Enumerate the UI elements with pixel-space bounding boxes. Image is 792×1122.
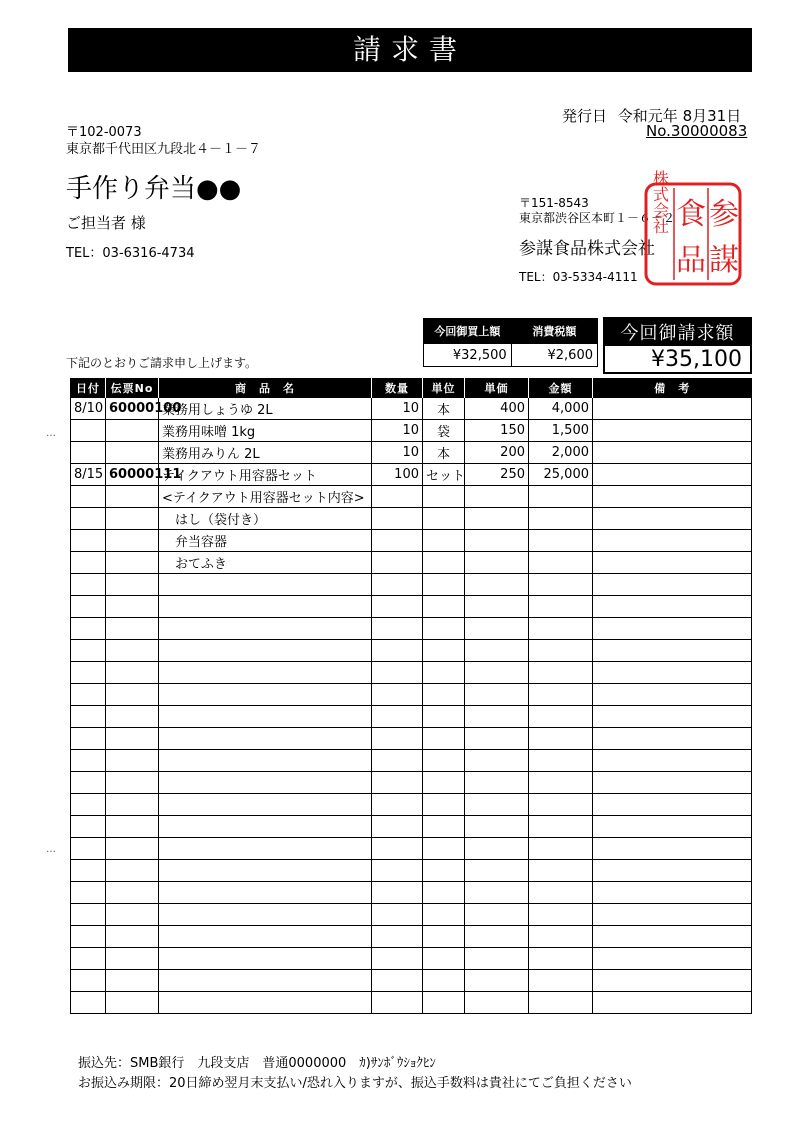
table-row-empty (71, 574, 752, 596)
cell-slip-no (106, 904, 159, 926)
cell-date (71, 948, 106, 970)
header-item-name: 商 品 名 (159, 378, 372, 398)
cell-date (71, 728, 106, 750)
cell-remarks (593, 552, 752, 574)
cell-quantity (372, 684, 423, 706)
cell-unit: 本 (423, 442, 465, 464)
cell-slip-no (106, 618, 159, 640)
cell-date (71, 992, 106, 1014)
cell-amount (529, 772, 593, 794)
table-row (71, 442, 752, 464)
cell-date (71, 618, 106, 640)
cell-date (71, 486, 106, 508)
cell-quantity (372, 926, 423, 948)
cell-item-name (159, 926, 372, 948)
cell-amount (529, 596, 593, 618)
cell-unit-price (465, 530, 529, 552)
cell-remarks (593, 750, 752, 772)
recipient-tel: TEL：03-6316-4734 (66, 246, 195, 261)
cell-slip-no (106, 442, 159, 464)
cell-item-name (159, 706, 372, 728)
cell-item-name (159, 904, 372, 926)
cell-quantity: 100 (372, 464, 423, 486)
table-row-empty (71, 772, 752, 794)
cell-unit-price (465, 970, 529, 992)
issue-date: 令和元年 8月31日 (617, 107, 742, 125)
cell-date (71, 706, 106, 728)
table-row-empty (71, 706, 752, 728)
invoice-number: No.30000083 (646, 122, 748, 140)
cell-item-name: 業務用みりん 2L (159, 442, 372, 464)
cell-unit-price (465, 728, 529, 750)
table-row-empty (71, 948, 752, 970)
cell-amount (529, 640, 593, 662)
table-header-row (71, 378, 752, 398)
invoice-items-table (70, 378, 752, 1014)
cell-unit-price (465, 816, 529, 838)
cell-item-name (159, 728, 372, 750)
cell-remarks (593, 904, 752, 926)
cell-unit (423, 816, 465, 838)
recipient-address: 東京都千代田区九段北４－１－７ (66, 142, 262, 157)
cell-unit (423, 662, 465, 684)
cell-amount (529, 948, 593, 970)
cell-item-name (159, 882, 372, 904)
table-row (71, 508, 752, 530)
cell-unit-price (465, 794, 529, 816)
cell-item-name (159, 750, 372, 772)
cell-slip-no (106, 750, 159, 772)
cell-remarks (593, 860, 752, 882)
cell-unit: 袋 (423, 420, 465, 442)
cell-slip-no (106, 860, 159, 882)
cell-unit-price (465, 618, 529, 640)
cell-item-name: 業務用しょうゆ 2L (159, 398, 372, 420)
tax-label: 消費税額 (511, 319, 597, 344)
cell-date (71, 860, 106, 882)
cell-slip-no (106, 420, 159, 442)
cell-amount (529, 816, 593, 838)
cell-remarks (593, 948, 752, 970)
cell-slip-no (106, 816, 159, 838)
cell-unit-price (465, 486, 529, 508)
cell-item-name (159, 618, 372, 640)
table-row-empty (71, 618, 752, 640)
cell-slip-no (106, 772, 159, 794)
cell-amount: 25,000 (529, 464, 593, 486)
table-row-empty (71, 750, 752, 772)
seal-char-5: 株式会社 (650, 170, 670, 234)
cell-item-name: テイクアウト用容器セット (159, 464, 372, 486)
cell-remarks (593, 640, 752, 662)
header-slip-no: 伝票No (106, 378, 159, 398)
cell-remarks (593, 574, 752, 596)
cell-unit-price (465, 838, 529, 860)
cell-slip-no: 60000100 (106, 398, 159, 420)
cell-date (71, 596, 106, 618)
cell-item-name (159, 860, 372, 882)
cell-date (71, 530, 106, 552)
cell-unit-price (465, 552, 529, 574)
cell-unit (423, 882, 465, 904)
cell-unit (423, 618, 465, 640)
cell-amount (529, 684, 593, 706)
cell-quantity: 10 (372, 398, 423, 420)
recipient-postal: 〒102-0073 (66, 125, 142, 140)
cell-amount (529, 552, 593, 574)
cell-slip-no (106, 970, 159, 992)
cell-date (71, 926, 106, 948)
table-row-empty (71, 640, 752, 662)
cell-date (71, 838, 106, 860)
cell-item-name (159, 970, 372, 992)
cell-quantity (372, 596, 423, 618)
table-row-empty (71, 596, 752, 618)
cell-item-name (159, 772, 372, 794)
cell-unit-price: 200 (465, 442, 529, 464)
cell-unit (423, 530, 465, 552)
cell-date (71, 420, 106, 442)
cell-date (71, 684, 106, 706)
cell-date (71, 772, 106, 794)
cell-date (71, 662, 106, 684)
cell-quantity (372, 618, 423, 640)
cell-quantity (372, 882, 423, 904)
cell-unit-price (465, 662, 529, 684)
cell-slip-no (106, 838, 159, 860)
cell-unit-price (465, 596, 529, 618)
total-value: ¥35,100 (604, 346, 751, 374)
cell-quantity (372, 794, 423, 816)
purchase-label: 今回御買上額 (424, 319, 512, 344)
cell-amount (529, 970, 593, 992)
cell-unit-price (465, 640, 529, 662)
cell-remarks (593, 398, 752, 420)
cell-item-name (159, 640, 372, 662)
cell-unit (423, 970, 465, 992)
header-amount: 金額 (529, 378, 593, 398)
issuer-address: 東京都渋谷区本町１－６－２ (519, 211, 676, 225)
recipient-name: 手作り弁当●● (66, 174, 242, 204)
issue-date-label: 発行日 (562, 107, 608, 125)
cell-unit-price (465, 904, 529, 926)
cell-slip-no (106, 640, 159, 662)
cell-remarks (593, 772, 752, 794)
cell-quantity (372, 970, 423, 992)
cell-date (71, 882, 106, 904)
cell-amount (529, 574, 593, 596)
cell-date (71, 794, 106, 816)
seal-char-4: 品 (676, 243, 706, 278)
cell-quantity (372, 662, 423, 684)
table-row-empty (71, 992, 752, 1014)
cell-unit-price (465, 750, 529, 772)
cell-remarks (593, 684, 752, 706)
cell-remarks (593, 816, 752, 838)
cell-unit (423, 948, 465, 970)
cell-item-name (159, 684, 372, 706)
cell-remarks (593, 530, 752, 552)
cell-remarks (593, 662, 752, 684)
cell-unit-price (465, 508, 529, 530)
cell-quantity (372, 750, 423, 772)
document-title: 請求書 (68, 28, 752, 72)
cell-slip-no (106, 552, 159, 574)
cell-item-name (159, 948, 372, 970)
cell-remarks (593, 596, 752, 618)
cell-slip-no (106, 794, 159, 816)
cell-slip-no (106, 706, 159, 728)
cell-amount: 2,000 (529, 442, 593, 464)
cell-amount (529, 530, 593, 552)
cell-unit (423, 926, 465, 948)
cell-unit: 本 (423, 398, 465, 420)
cell-amount (529, 750, 593, 772)
cell-unit (423, 684, 465, 706)
bank-info: 振込先：SMB銀行 九段支店 普通0000000 ｶ)ｻﾝﾎﾞｳｼｮｸﾋﾝ (78, 1056, 436, 1071)
cell-unit (423, 596, 465, 618)
issuer-tel: TEL：03-5334-4111 (519, 270, 638, 284)
cell-item-name: 弁当容器 (159, 530, 372, 552)
cell-amount (529, 706, 593, 728)
cell-unit (423, 728, 465, 750)
cell-slip-no (106, 948, 159, 970)
table-row-empty (71, 904, 752, 926)
cell-remarks (593, 508, 752, 530)
cell-unit (423, 640, 465, 662)
cell-slip-no (106, 530, 159, 552)
cell-unit-price (465, 860, 529, 882)
cell-quantity (372, 904, 423, 926)
cell-date (71, 552, 106, 574)
cell-amount (529, 662, 593, 684)
cell-amount: 1,500 (529, 420, 593, 442)
cell-slip-no: 60000111 (106, 464, 159, 486)
cell-date: 8/15 (71, 464, 106, 486)
cell-item-name: <テイクアウト用容器セット内容> (159, 486, 372, 508)
cell-quantity (372, 838, 423, 860)
cell-quantity (372, 640, 423, 662)
cell-item-name: はし（袋付き） (159, 508, 372, 530)
table-row-empty (71, 794, 752, 816)
cell-unit (423, 750, 465, 772)
cell-slip-no (106, 728, 159, 750)
table-row-empty (71, 882, 752, 904)
header-quantity: 数量 (372, 378, 423, 398)
cell-amount (529, 904, 593, 926)
table-row (71, 464, 752, 486)
cell-quantity (372, 772, 423, 794)
cell-slip-no (106, 684, 159, 706)
issuer-postal: 〒151-8543 (519, 196, 589, 210)
cell-remarks (593, 420, 752, 442)
seal-char-2: 謀 (709, 243, 739, 278)
cell-unit (423, 574, 465, 596)
cell-unit-price: 150 (465, 420, 529, 442)
cell-remarks (593, 706, 752, 728)
cell-quantity (372, 508, 423, 530)
table-row-empty (71, 838, 752, 860)
cell-unit (423, 794, 465, 816)
cell-remarks (593, 486, 752, 508)
cell-quantity (372, 574, 423, 596)
table-row (71, 530, 752, 552)
cell-date (71, 816, 106, 838)
cell-quantity: 10 (372, 442, 423, 464)
header-date: 日付 (71, 378, 106, 398)
cell-amount (529, 794, 593, 816)
cell-unit (423, 772, 465, 794)
total-summary-table (603, 317, 752, 374)
cell-quantity (372, 816, 423, 838)
table-row (71, 486, 752, 508)
table-row-empty (71, 970, 752, 992)
cell-unit (423, 860, 465, 882)
cell-unit-price (465, 948, 529, 970)
recipient-contact: ご担当者 様 (66, 214, 146, 232)
cell-date (71, 574, 106, 596)
cell-item-name: 業務用味噌 1kg (159, 420, 372, 442)
cell-date (71, 508, 106, 530)
cell-date: 8/10 (71, 398, 106, 420)
cell-amount (529, 838, 593, 860)
cell-amount: 4,000 (529, 398, 593, 420)
cell-date (71, 750, 106, 772)
cell-amount (529, 486, 593, 508)
cell-slip-no (106, 926, 159, 948)
cell-quantity (372, 486, 423, 508)
cell-unit-price (465, 684, 529, 706)
cell-unit-price (465, 772, 529, 794)
table-row-empty (71, 816, 752, 838)
cell-remarks (593, 926, 752, 948)
seal-char-3: 食 (676, 197, 706, 232)
billing-note: 下記のとおりご請求申し上げます。 (66, 356, 258, 370)
table-row-empty (71, 684, 752, 706)
cell-date (71, 442, 106, 464)
cell-amount (529, 860, 593, 882)
cell-remarks (593, 882, 752, 904)
cell-slip-no (106, 662, 159, 684)
cell-amount (529, 728, 593, 750)
cell-unit (423, 508, 465, 530)
cell-slip-no (106, 486, 159, 508)
cell-amount (529, 992, 593, 1014)
cell-date (71, 904, 106, 926)
cell-item-name (159, 838, 372, 860)
cell-slip-no (106, 574, 159, 596)
cell-amount (529, 618, 593, 640)
cell-unit (423, 992, 465, 1014)
tax-value: ¥2,600 (511, 344, 597, 367)
cell-unit-price (465, 706, 529, 728)
cell-unit: セット (423, 464, 465, 486)
table-row (71, 420, 752, 442)
cell-quantity (372, 860, 423, 882)
cell-remarks (593, 464, 752, 486)
total-label: 今回御請求額 (604, 318, 751, 346)
margin-mark: … (46, 844, 56, 855)
purchase-summary-table (423, 318, 598, 367)
cell-item-name (159, 794, 372, 816)
payment-deadline: お振込み期限：20日締め翌月末支払い/恐れ入りますが、振込手数料は貴社にてご負担ください (78, 1076, 632, 1091)
issuer-name: 参謀食品株式会社 (519, 239, 655, 259)
cell-slip-no (106, 882, 159, 904)
cell-item-name (159, 596, 372, 618)
purchase-value: ¥32,500 (424, 344, 512, 367)
cell-date (71, 640, 106, 662)
cell-item-name (159, 816, 372, 838)
cell-remarks (593, 728, 752, 750)
cell-unit-price (465, 882, 529, 904)
table-row (71, 552, 752, 574)
cell-amount (529, 882, 593, 904)
cell-unit (423, 486, 465, 508)
header-remarks: 備 考 (593, 378, 752, 398)
cell-quantity (372, 948, 423, 970)
items-body (71, 398, 752, 1014)
table-row-empty (71, 860, 752, 882)
table-row-empty (71, 662, 752, 684)
cell-unit (423, 706, 465, 728)
cell-unit (423, 838, 465, 860)
table-row-empty (71, 728, 752, 750)
cell-quantity (372, 530, 423, 552)
cell-remarks (593, 838, 752, 860)
header-unit-price: 単価 (465, 378, 529, 398)
cell-remarks (593, 442, 752, 464)
cell-quantity (372, 728, 423, 750)
seal-char-1: 参 (709, 197, 739, 232)
cell-remarks (593, 618, 752, 640)
cell-slip-no (106, 508, 159, 530)
cell-quantity: 10 (372, 420, 423, 442)
table-row-empty (71, 926, 752, 948)
cell-remarks (593, 992, 752, 1014)
cell-quantity (372, 992, 423, 1014)
cell-remarks (593, 794, 752, 816)
company-seal-icon (644, 170, 742, 286)
cell-remarks (593, 970, 752, 992)
cell-item-name: おてふき (159, 552, 372, 574)
cell-amount (529, 508, 593, 530)
cell-unit-price: 250 (465, 464, 529, 486)
cell-quantity (372, 552, 423, 574)
cell-unit-price: 400 (465, 398, 529, 420)
cell-unit (423, 904, 465, 926)
cell-unit-price (465, 926, 529, 948)
cell-quantity (372, 706, 423, 728)
cell-amount (529, 926, 593, 948)
cell-slip-no (106, 992, 159, 1014)
cell-unit-price (465, 574, 529, 596)
cell-unit (423, 552, 465, 574)
table-row (71, 398, 752, 420)
cell-date (71, 970, 106, 992)
cell-item-name (159, 992, 372, 1014)
cell-slip-no (106, 596, 159, 618)
header-unit: 単位 (423, 378, 465, 398)
cell-item-name (159, 574, 372, 596)
cell-unit-price (465, 992, 529, 1014)
cell-item-name (159, 662, 372, 684)
margin-mark: … (46, 428, 56, 439)
